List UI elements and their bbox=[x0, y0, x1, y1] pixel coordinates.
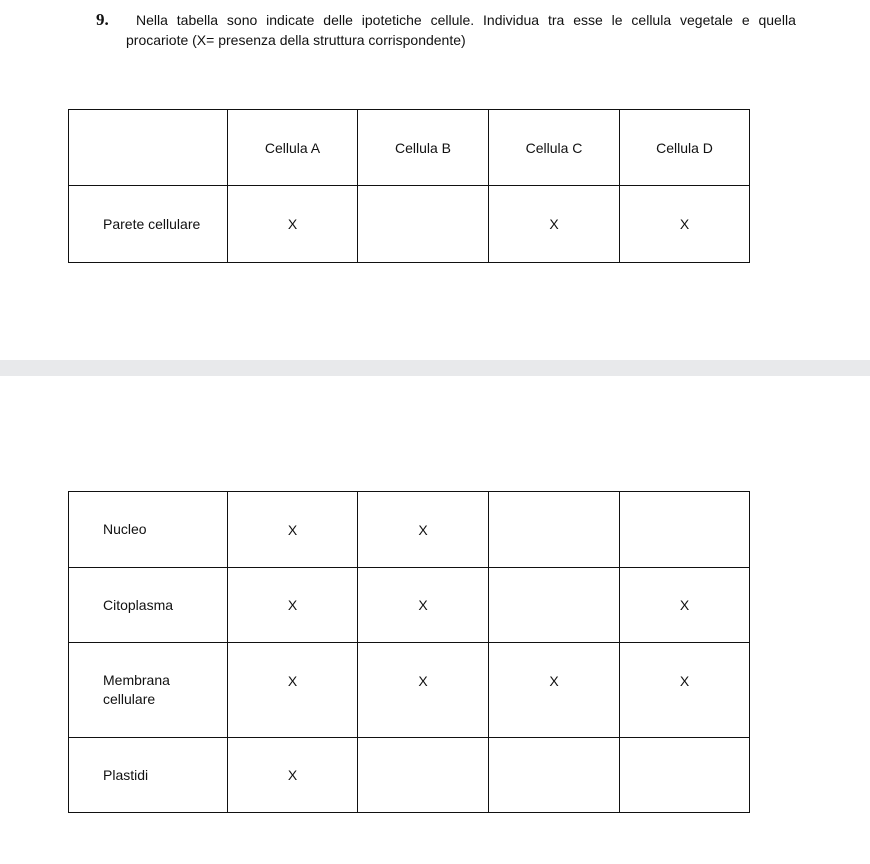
cell-mark: X bbox=[679, 672, 690, 689]
row-label: Parete cellulare bbox=[69, 186, 228, 263]
table-cell: X bbox=[358, 568, 489, 643]
page-separator bbox=[0, 360, 870, 376]
row-label bbox=[69, 643, 228, 738]
cell-mark: X bbox=[287, 672, 298, 689]
word: Nella bbox=[136, 12, 168, 28]
cell-table-top bbox=[68, 109, 750, 263]
row-label: Nucleo bbox=[69, 492, 228, 568]
question-line-1-words bbox=[136, 10, 796, 30]
table-header-row bbox=[69, 110, 750, 186]
table-row bbox=[69, 738, 750, 813]
table-row bbox=[69, 186, 750, 263]
word: cellula bbox=[631, 12, 672, 28]
word: ipotetiche bbox=[361, 12, 422, 28]
word: e bbox=[741, 12, 750, 28]
word: indicate bbox=[266, 12, 315, 28]
question-line-1 bbox=[96, 10, 796, 30]
header-cellula-d: Cellula D bbox=[620, 110, 750, 186]
table-cell bbox=[358, 738, 489, 813]
row-label: Citoplasma bbox=[69, 568, 228, 643]
cell-mark: X bbox=[418, 672, 428, 689]
row-label: Plastidi bbox=[69, 738, 228, 813]
word: cellule. bbox=[430, 12, 475, 28]
row-label-line: Membrana bbox=[103, 672, 170, 688]
table-cell bbox=[620, 492, 750, 568]
table-cell bbox=[489, 738, 620, 813]
cell-table-bottom bbox=[68, 491, 750, 813]
table-cell: X bbox=[620, 568, 750, 643]
table-cell: X bbox=[228, 738, 358, 813]
word: le bbox=[611, 12, 623, 28]
header-cellula-b: Cellula B bbox=[358, 110, 489, 186]
word: quella bbox=[758, 12, 796, 28]
table-cell: X bbox=[228, 186, 358, 263]
table-cell: X bbox=[228, 492, 358, 568]
table-cell bbox=[489, 492, 620, 568]
word: Individua bbox=[483, 12, 540, 28]
table-cell bbox=[358, 643, 489, 738]
table-row bbox=[69, 568, 750, 643]
table-cell: X bbox=[358, 492, 489, 568]
row-label-line: cellulare bbox=[103, 691, 156, 707]
table-cell bbox=[358, 186, 489, 263]
table-cell: X bbox=[489, 186, 620, 263]
word: tabella bbox=[176, 12, 219, 28]
table-cell bbox=[489, 568, 620, 643]
question-number: 9. bbox=[96, 10, 109, 29]
header-empty-cell bbox=[69, 110, 228, 186]
question-text bbox=[96, 10, 796, 50]
word: sono bbox=[226, 12, 258, 28]
table-row bbox=[69, 643, 750, 738]
table-row bbox=[69, 492, 750, 568]
word: esse bbox=[573, 12, 603, 28]
table-cell bbox=[489, 643, 620, 738]
header-cellula-c: Cellula C bbox=[489, 110, 620, 186]
word: tra bbox=[547, 12, 565, 28]
word: vegetale bbox=[680, 12, 733, 28]
table-cell bbox=[620, 738, 750, 813]
header-cellula-a: Cellula A bbox=[228, 110, 358, 186]
table-cell: X bbox=[228, 568, 358, 643]
table-cell: X bbox=[620, 186, 750, 263]
cell-mark: X bbox=[549, 672, 559, 689]
table-cell bbox=[228, 643, 358, 738]
table-cell bbox=[620, 643, 750, 738]
word: delle bbox=[323, 12, 353, 28]
question-line-2: procariote (X= presenza della struttura corrispondente) bbox=[126, 32, 466, 48]
